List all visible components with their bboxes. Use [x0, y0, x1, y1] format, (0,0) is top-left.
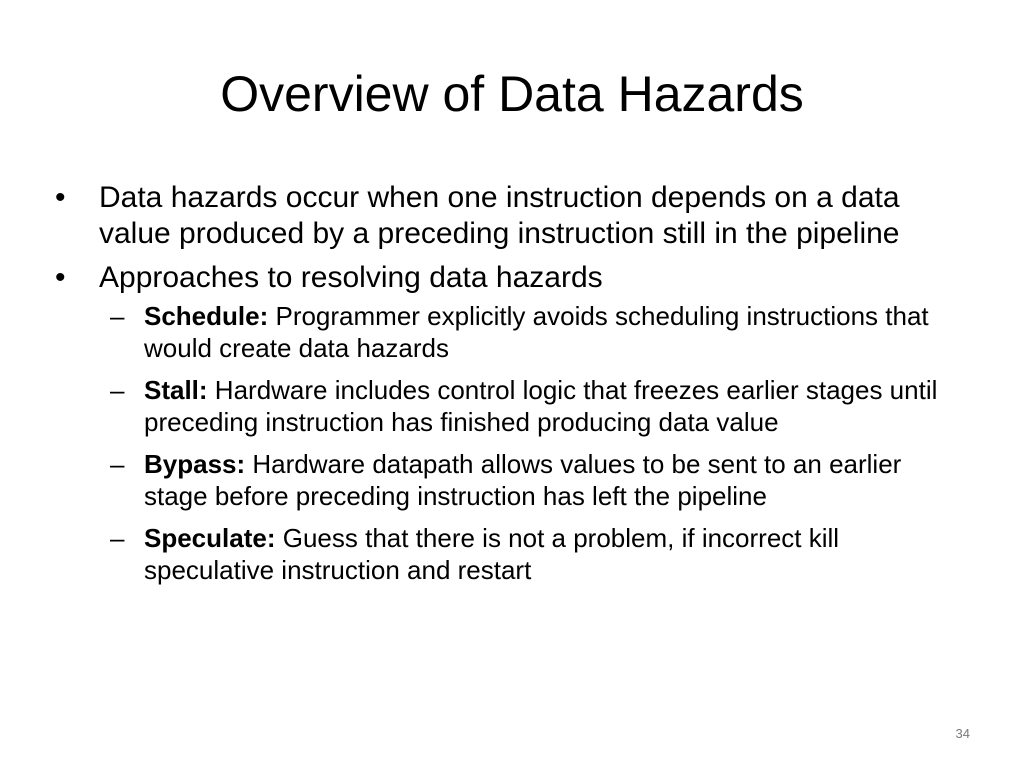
bullet-list	[52, 180, 972, 596]
bullet-item	[52, 180, 972, 252]
sub-bullet-text: Hardware datapath allows values to be sent to an earlier stage before preceding instruction has left the pipeline	[144, 449, 902, 511]
dash-marker: –	[110, 301, 125, 331]
dash-marker: –	[110, 523, 125, 553]
dash-marker: –	[110, 449, 125, 479]
sub-bullet-term: Speculate:	[144, 523, 276, 553]
page-number: 34	[955, 726, 970, 741]
slide-title: Overview of Data Hazards	[220, 66, 804, 122]
sub-bullet-term: Bypass:	[144, 449, 246, 479]
bullet-item	[52, 260, 972, 586]
bullet-marker: •	[55, 261, 66, 294]
sub-bullet-stall	[52, 374, 972, 438]
sub-bullet-term: Schedule:	[144, 301, 269, 331]
sub-bullet-bypass	[52, 448, 972, 512]
bullet-text: Data hazards occur when one instruction depends on a data value produced by a preceding instruction still in the pipeline	[99, 181, 900, 250]
sub-bullet-term: Stall:	[144, 375, 208, 405]
sub-bullet-text: Hardware includes control logic that freezes earlier stages until preceding instruction has finished producing data value	[144, 375, 938, 437]
sub-bullet-schedule	[52, 300, 972, 364]
dash-marker: –	[110, 375, 125, 405]
bullet-text: Approaches to resolving data hazards	[99, 261, 603, 294]
sub-bullet-text: Guess that there is not a problem, if incorrect kill speculative instruction and restart	[144, 523, 840, 585]
sub-bullet-text: Programmer explicitly avoids scheduling instructions that would create data hazards	[144, 301, 929, 363]
bullet-marker: •	[55, 181, 66, 214]
sub-bullet-speculate	[52, 522, 972, 586]
sub-bullet-list	[52, 300, 972, 586]
